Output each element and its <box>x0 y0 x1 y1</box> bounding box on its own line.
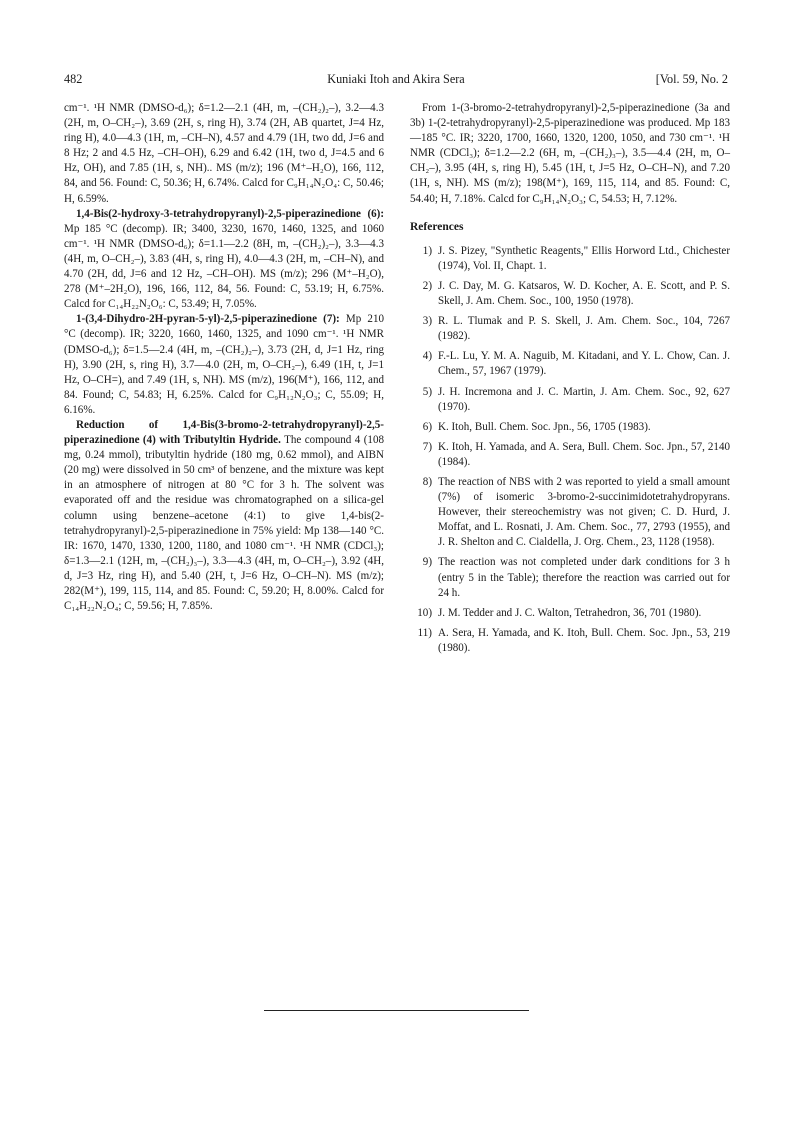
reference-text: F.-L. Lu, Y. M. A. Naguib, M. Kitadani, and Y. L. Chow, Can. J. Chem., 57, 1967 (1979). <box>438 350 730 378</box>
reference-text: A. Sera, H. Yamada, and K. Itoh, Bull. Chem. Soc. Jpn., 53, 219 (1980). <box>438 626 730 654</box>
reference-number: 11) <box>417 626 432 639</box>
reference-text: J. C. Day, M. G. Katsaros, W. D. Kocher, A. E. Scott, and P. S. Skell, J. Am. Chem. Soc., 100, 1950 (1978). <box>438 279 730 308</box>
reference-text: The reaction was not completed under dark conditions for 3 h (entry 5 in the Table); therefore the reaction was carried out for 24 h. <box>438 556 730 599</box>
reference-number: 6) <box>422 420 432 433</box>
experimental-paragraph <box>64 207 384 313</box>
reference-number: 1) <box>422 244 432 257</box>
reference-item <box>410 626 730 656</box>
reference-number: 2) <box>422 279 432 292</box>
experimental-paragraph <box>64 418 384 614</box>
reference-text: The reaction of NBS with 2 was reported to yield a small amount (7%) of isomeric 3-bromo-2-succinimidotetrahydropyrans. However, their stereochemistry was not given; C. D. Hurd, J. Moffat, and L. Rosnati, J. Am. Chem. Soc., 77, 2793 (1955), and J. R. Shelton and C. Cialdella, J. Org. Chem., 23, 1128 (1958). <box>438 475 730 549</box>
reference-item <box>410 349 730 379</box>
right-column <box>410 101 730 661</box>
volume-info: [Vol. 59, No. 2 <box>655 72 728 86</box>
reference-text: J. M. Tedder and J. C. Walton, Tetrahedron, 36, 701 (1980). <box>438 606 702 619</box>
reference-item <box>410 555 730 600</box>
reference-list <box>410 244 730 656</box>
left-column <box>64 101 384 614</box>
paragraph-body: Mp 210 °C (decomp). IR; 3220, 1660, 1460, 1325, and 1090 cm⁻¹. ¹H NMR (DMSO-d₆); δ=1.5—2.4 (4H, m, –(CH₂)₂–), 3.73 (2H, d, J=1 Hz, ring H), 3.90 (2H, s, ring H), 3.7—4.0 (2H, m, O–CH₂–), 6.49 (1H, t, J=1 Hz, O–CH=), and 7.49 (1H, s, NH). MS (m/z), 196(M⁺), 166, 112, and 84. Found; C, 54.83; H, 6.25%. Calcd for C₉H₁₂N₂O₃; C, 55.09; H, 6.16%. <box>64 313 384 416</box>
reference-text: K. Itoh, H. Yamada, and A. Sera, Bull. Chem. Soc. Jpn., 57, 2140 (1984). <box>438 440 730 468</box>
running-header <box>64 72 728 90</box>
reference-item <box>410 440 730 470</box>
reference-number: 9) <box>422 556 432 569</box>
reference-text: K. Itoh, Bull. Chem. Soc. Jpn., 56, 1705 (1983). <box>438 420 651 433</box>
reference-item <box>410 606 730 621</box>
reference-item <box>410 244 730 274</box>
experimental-paragraph: cm⁻¹. ¹H NMR (DMSO-d₆); δ=1.2—2.1 (4H, m, –(CH₂)₂–), 3.2—4.3 (2H, m, O–CH₂–), 3.69 (2H, s, ring H), 3.74 (2H, AB quartet, J=4 Hz, ring H), 4.0—4.3 (1H, m, –CH–N), 4.57 and 4.79 (1H, two dd, J=6 and 8 Hz; 2 and 4.5 Hz, –CH–OH), 6.29 and 6.42 (1H, two d, J=4.5 and 6 Hz, OH), and 7.85 (1H, s, NH).. MS (m/z); 196 (M⁺–H₂O), 166, 112, 84, and 56. Found: C, 50.36; H, 6.74%. Calcd for C₉H₁₄N₂O₄: C, 50.46; H, 6.59%. <box>64 102 384 205</box>
reference-number: 10) <box>417 606 432 619</box>
reference-item <box>410 385 730 415</box>
reference-text: R. L. Tlumak and P. S. Skell, J. Am. Chem. Soc., 104, 7267 (1982). <box>438 315 730 343</box>
reference-text: J. S. Pizey, "Synthetic Reagents," Ellis Horword Ltd., Chichester (1974), Vol. II, Chapt. 1. <box>438 244 730 272</box>
compound-heading: 1-(3,4-Dihydro-2H-pyran-5-yl)-2,5-piperazinedione (7): <box>76 313 340 326</box>
page-number: 482 <box>64 72 83 86</box>
experimental-paragraph: From 1-(3-bromo-2-tetrahydropyranyl)-2,5-piperazinedione (3a and 3b) 1-(2-tetrahydropyranyl)-2,5-piperazinedione was produced. Mp 183—185 °C. IR; 3220, 1700, 1660, 1320, 1200, 1050, and 730 cm⁻¹. ¹H NMR (CDCl₃); δ=1.2—2.2 (6H, m, –(CH₂)₃–), 3.5—4.4 (2H, m, O–CH₂–), 3.95 (4H, s, ring H), 5.45 (1H, t, J=5 Hz, O–CH–N), and 7.20 (1H, s, NH). MS (m/z); 198(M⁺), 169, 115, 114, and 85. Found: C, 54.40; H, 7.18%. Calcd for C₉H₁₄N₂O₃; C, 54.53; H, 7.12%. <box>410 102 730 205</box>
reference-text: J. H. Incremona and J. C. Martin, J. Am. Chem. Soc., 92, 627 (1970). <box>438 385 730 413</box>
reference-number: 8) <box>422 475 432 488</box>
section-heading: Reduction of 1,4-Bis(3-bromo-2-tetrahydropyranyl)-2,5-piperazinedione (4) with Tributyltin Hydride. <box>64 418 384 447</box>
paragraph-body: The compound 4 (108 mg, 0.24 mmol), tributyltin hydride (180 mg, 0.62 mmol), and AIBN (20 mg) were dissolved in 50 cm³ of benzene, and the mixture was kept in an atmosphere of nitrogen at 80 °C for 3 h. The solvent was evaporated off and the residue was chromatographed on a silica-gel column using benzene–acetone (4:1) to give 1,4-bis(2-tetrahydropyranyl)-2,5-piperazinedione in 75% yield: Mp 138—140 °C. IR: 1670, 1470, 1330, 1200, 1180, and 1080 cm⁻¹. ¹H NMR (CDCl₃); δ=1.3—2.1 (12H, m, –(CH₂)₃–), 3.3—4.3 (4H, m, O–CH₂–), 3.92 (4H, d, J=3 Hz, ring H), and 5.40 (2H, t, J=6 Hz, O–CH–N). MS (m/z); 282(M⁺), 199, 115, 114, and 85. Found: C, 59.20; H, 8.00%. Calcd for C₁₄H₂₂N₂O₄; C, 59.56; H, 7.85%. <box>64 434 384 613</box>
reference-item <box>410 314 730 344</box>
end-rule <box>264 1010 529 1011</box>
reference-number: 4) <box>422 350 432 363</box>
reference-number: 5) <box>422 385 432 398</box>
reference-number: 7) <box>422 440 432 453</box>
references-heading: References <box>410 220 464 233</box>
reference-number: 3) <box>422 315 432 328</box>
paragraph-body: Mp 185 °C (decomp). IR; 3400, 3230, 1670, 1460, 1325, and 1060 cm⁻¹. ¹H NMR (DMSO-d₆); δ=1.1—2.2 (8H, m, –(CH₂)₂–), 3.3—4.3 (4H, m, O–CH₂–), 3.83 (4H, s, ring H), 4.0—4.3 (2H, m, –CH–N), and 4.70 (2H, dd, J=6 and 12 Hz, –CH–OH). MS (m/z); 296 (M⁺–H₂O), 278 (M⁺–2H₂O), 196, 166, 112, 84, 56. Found: C, 53.19; H, 6.75%. Calcd for C₁₄H₂₂N₂O₆: C, 53.49; H, 7.05%. <box>64 222 384 311</box>
running-authors: Kuniaki Itoh and Akira Sera <box>327 72 465 86</box>
reference-item <box>410 475 730 550</box>
reference-item <box>410 420 730 435</box>
compound-heading: 1,4-Bis(2-hydroxy-3-tetrahydropyranyl)-2,5-piperazinedione (6): <box>76 207 384 220</box>
experimental-paragraph <box>64 312 384 418</box>
reference-item <box>410 279 730 309</box>
